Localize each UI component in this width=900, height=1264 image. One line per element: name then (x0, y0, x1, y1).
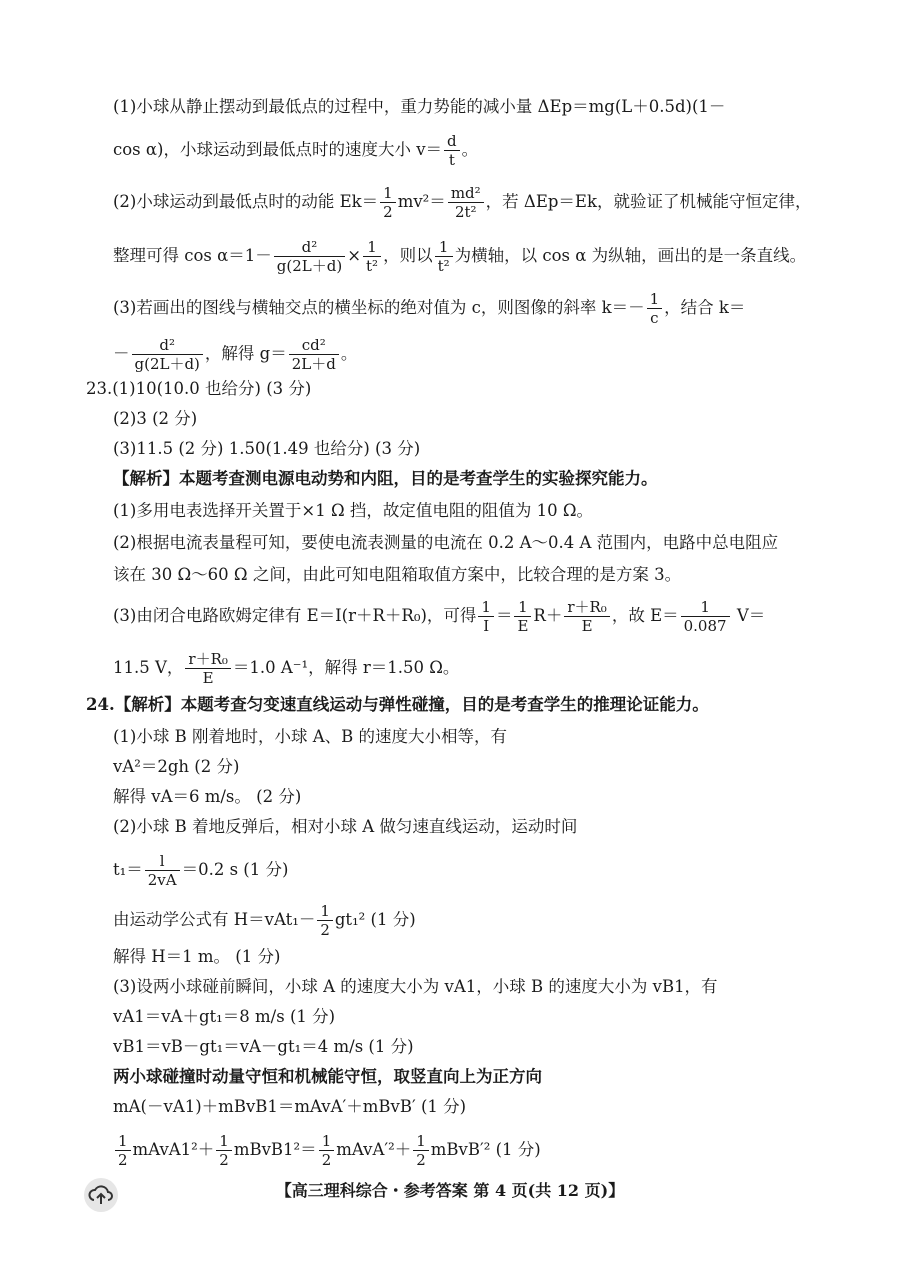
fraction (319, 1132, 335, 1169)
text-line: 两小球碰撞时动量守恒和机械能守恒，取竖直向上为正方向 (113, 1067, 542, 1086)
denominator: 2L＋d (291, 355, 336, 373)
denominator: t² (366, 257, 379, 275)
text-line (113, 598, 765, 635)
denominator: 2 (320, 921, 330, 939)
text-segment: mAvA′²＋ (336, 1140, 412, 1159)
numerator: r＋R₀ (564, 598, 609, 617)
numerator: cd² (289, 336, 339, 355)
text-segment: (3)由闭合电路欧姆定律有 E＝I(r＋R＋R₀)，可得 (113, 606, 477, 625)
denominator: g(2L＋d) (276, 257, 343, 275)
text-segment: － (113, 344, 130, 363)
denominator: I (483, 617, 490, 635)
text-segment: t₁＝ (113, 860, 143, 879)
numerator: 1 (681, 598, 730, 617)
numerator: d (444, 132, 460, 151)
page-footer: 【高三理科综合・参考答案 第 4 页(共 12 页)】 (275, 1181, 625, 1200)
denominator: 2 (118, 1151, 128, 1169)
denominator: 2 (383, 203, 393, 221)
fraction (317, 902, 333, 939)
numerator: d² (132, 336, 203, 355)
analysis-heading: 【解析】本题考查测电源电动势和内阻，目的是考查学生的实验探究能力。 (113, 469, 658, 488)
text-line: vA1＝vA＋gt₁＝8 m/s (1 分) (113, 1007, 336, 1026)
text-segment: mAvA1²＋ (132, 1140, 215, 1159)
fraction (514, 598, 531, 635)
text-segment: 。 (461, 140, 479, 159)
fraction (448, 184, 484, 221)
denominator: t² (437, 257, 450, 275)
text-line (113, 184, 811, 221)
text-line: vA²＝2gh (2 分) (113, 757, 240, 776)
denominator: E (517, 617, 529, 635)
text-line: (2)小球 B 着地反弹后，相对小球 A 做匀速直线运动，运动时间 (113, 817, 578, 836)
text-line (113, 132, 478, 169)
text-line: (1)小球 B 刚着地时，小球 A、B 的速度大小相等，有 (113, 727, 508, 746)
text-line: 23.(1)10(10.0 也给分) (3 分) (86, 379, 312, 398)
fraction (216, 1132, 232, 1169)
fraction (444, 132, 460, 169)
numerator: 1 (478, 598, 494, 617)
text-segment: ，解得 g＝ (204, 344, 287, 363)
numerator: 1 (319, 1132, 335, 1151)
numerator: md² (448, 184, 484, 203)
numerator: 1 (514, 598, 531, 617)
text-line: 解得 vA＝6 m/s。 (2 分) (113, 787, 302, 806)
fraction (132, 336, 203, 373)
text-segment: ，若 ΔEp＝Ek，就验证了机械能守恒定律， (485, 192, 812, 211)
denominator: 2 (219, 1151, 229, 1169)
numerator: d² (274, 238, 345, 257)
numerator: 1 (413, 1132, 429, 1151)
denominator: 2t² (454, 203, 477, 221)
denominator: 0.087 (683, 617, 727, 635)
denominator: E (581, 617, 593, 635)
fraction (363, 238, 381, 275)
text-segment: ，则以 (383, 246, 433, 265)
text-segment: ＝1.0 A⁻¹，解得 r＝1.50 Ω。 (232, 658, 460, 677)
fraction (681, 598, 730, 635)
numerator: 1 (380, 184, 396, 203)
numerator: 1 (647, 290, 663, 309)
text-line (113, 336, 357, 373)
denominator: 2 (416, 1151, 426, 1169)
fraction (380, 184, 396, 221)
text-line: (1)多用电表选择开关置于×1 Ω 挡，故定值电阻的阻值为 10 Ω。 (113, 501, 594, 520)
fraction (478, 598, 494, 635)
fraction (564, 598, 609, 635)
text-segment: mBvB1²＝ (233, 1140, 317, 1159)
text-line: 该在 30 Ω～60 Ω 之间，由此可知电阻箱取值方案中，比较合理的是方案 3。 (113, 565, 682, 584)
numerator: 1 (435, 238, 453, 257)
text-segment: 由运动学公式有 H＝vAt₁－ (113, 910, 316, 929)
numerator: r＋R₀ (185, 650, 230, 669)
text-segment: cos α)，小球运动到最低点时的速度大小 v＝ (113, 140, 443, 159)
text-line: (3)11.5 (2 分) 1.50(1.49 也给分) (3 分) (113, 439, 421, 458)
denominator: c (650, 309, 659, 327)
fraction (289, 336, 339, 373)
fraction (435, 238, 453, 275)
text-line: (1)小球从静止摆动到最低点的过程中，重力势能的减小量 ΔEp＝mg(L＋0.5d)(1－ (113, 97, 726, 116)
denominator: g(2L＋d) (134, 355, 200, 373)
numerator: 1 (363, 238, 381, 257)
text-segment: × (347, 246, 362, 265)
denominator: E (202, 669, 214, 687)
fraction (145, 852, 180, 889)
numerator: l (145, 852, 180, 871)
fraction (115, 1132, 131, 1169)
text-line (113, 290, 745, 327)
numerator: 1 (317, 902, 333, 921)
text-segment: mBvB′² (1 分) (430, 1140, 541, 1159)
text-segment: ，结合 k＝ (664, 298, 746, 317)
text-segment: 。 (340, 344, 358, 363)
denominator: 2vA (147, 871, 177, 889)
text-segment: 11.5 V， (113, 658, 184, 677)
numerator: 1 (115, 1132, 131, 1151)
numerator: 1 (216, 1132, 232, 1151)
text-line: mA(－vA1)＋mBvB1＝mAvA′＋mBvB′ (1 分) (113, 1097, 467, 1116)
analysis-heading: 24.【解析】本题考查匀变速直线运动与弹性碰撞，目的是考查学生的推理论证能力。 (86, 695, 709, 714)
text-segment: ＝0.2 s (1 分) (181, 860, 289, 879)
text-line: vB1＝vB－gt₁＝vA－gt₁＝4 m/s (1 分) (113, 1037, 414, 1056)
text-segment: mv²＝ (397, 192, 446, 211)
text-line: (2)根据电流表量程可知，要使电流表测量的电流在 0.2 A～0.4 A 范围内，电路中总电阻应 (113, 533, 779, 552)
text-line: (3)设两小球碰前瞬间，小球 A 的速度大小为 vA1，小球 B 的速度大小为 vB1，有 (113, 977, 718, 996)
fraction (413, 1132, 429, 1169)
fraction (185, 650, 230, 687)
text-segment: ＝ (495, 606, 513, 625)
text-line: (2)3 (2 分) (113, 409, 198, 428)
text-segment: ，故 E＝ (611, 606, 679, 625)
text-segment: (3)若画出的图线与横轴交点的横坐标的绝对值为 c，则图像的斜率 k＝－ (113, 298, 645, 317)
text-line (113, 902, 416, 939)
text-segment: R＋ (533, 606, 563, 625)
text-line (113, 852, 288, 889)
fraction (274, 238, 345, 275)
text-segment: (2)小球运动到最低点时的动能 Ek＝ (113, 192, 379, 211)
fraction (647, 290, 663, 327)
denominator: 2 (321, 1151, 332, 1169)
text-segment: 整理可得 cos α＝1－ (113, 246, 272, 265)
text-line (113, 238, 806, 275)
text-line: 解得 H＝1 m。 (1 分) (113, 947, 281, 966)
text-segment: V＝ (731, 606, 766, 625)
text-line (113, 1132, 541, 1169)
text-segment: gt₁² (1 分) (334, 910, 416, 929)
text-line (113, 650, 459, 687)
denominator: t (448, 151, 455, 169)
text-segment: 为横轴，以 cos α 为纵轴，画出的是一条直线。 (454, 246, 807, 265)
